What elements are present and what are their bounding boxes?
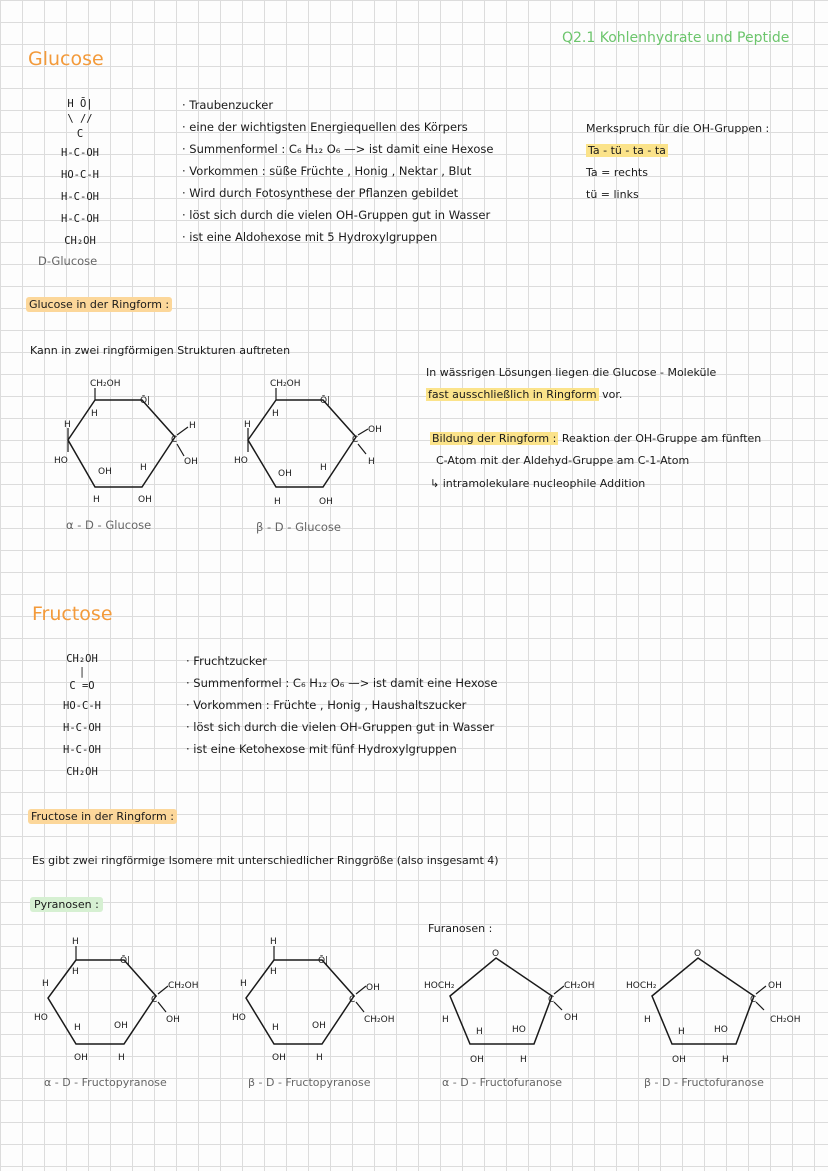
h-label: H [442,1015,449,1025]
h-label: H [270,967,277,977]
h-label: H [520,1055,527,1065]
oh-label: OH [312,1021,326,1031]
page-title: Q2.1 Kohlenhydrate und Peptide [562,30,790,46]
structure-line: H-C-OH [63,744,101,756]
c-label: C [548,995,555,1005]
h-label: H [476,1027,483,1037]
hoch2-label: HOCH₂ [626,981,657,991]
h-label: H [74,1023,81,1033]
c-label: C [349,995,356,1005]
glucose-ring-heading: Glucose in der Ringform : [26,298,172,311]
pyranose-heading: Pyranosen : [30,898,103,911]
ch2oh-label: CH₂OH [770,1015,801,1025]
structure-line: CH₂OH [64,235,96,247]
oh-label: OH [138,495,152,505]
c-label: C [171,435,178,445]
list-item: · ist eine Ketohexose mit fünf Hydroxylgruppen [186,742,457,756]
oh-label: OH [564,1013,578,1023]
ho-label: HO [512,1025,526,1035]
structure-line: CH₂OH [66,766,98,778]
h-label: H [678,1027,685,1037]
structure-line: HO-C-H [63,700,101,712]
hoch2-label: HOCH₂ [424,981,455,991]
ring-oxygen-label: Ō| [320,396,331,406]
oh-label: OH [278,469,292,479]
list-item: · Vorkommen : süße Früchte , Honig , Nektar , Blut [182,164,472,178]
ch2oh-label: CH₂OH [90,379,121,389]
ring-oxygen-label: O [694,949,702,959]
c-label: C [151,995,158,1005]
ho-label: HO [234,456,248,466]
ch2oh-label: CH₂OH [564,981,595,991]
oh-label: OH [272,1053,286,1063]
list-item: · Traubenzucker [182,98,274,112]
ringform-note-line2: fast ausschließlich in Ringform vor. [428,388,623,401]
glucose-facts-list [182,94,494,248]
h-label: H [118,1053,125,1063]
oh-label: OH [319,497,333,507]
glucose-structure-label: D-Glucose [38,254,98,268]
oh-label: OH [672,1055,686,1065]
list-item: · eine der wichtigsten Energiequellen des Körpers [182,120,468,134]
oh-label: OH [114,1021,128,1031]
ring-oxygen-label: Ō| [120,956,131,966]
list-item: · löst sich durch die vielen OH-Gruppen gut in Wasser [186,720,495,734]
ringform-note-line1: In wässrigen Lösungen liegen die Glucose - Moleküle [426,366,717,379]
beta-d-fructofuranose-ring [626,944,816,1074]
alpha-d-fructopyranose-label: α - D - Fructopyranose [44,1076,167,1089]
c-label: C [750,995,757,1005]
ho-label: HO [34,1013,48,1023]
list-item: · Summenformel : C₆ H₁₂ O₆ —> ist damit eine Hexose [182,142,494,156]
oh-label: OH [366,983,380,993]
oh-label: OH [74,1053,88,1063]
beta-d-glucose-label: β - D - Glucose [256,520,341,534]
ho-label: HO [54,456,68,466]
mnemonic-tu: tü = links [586,188,639,201]
mnemonic-ta: Ta = rechts [586,166,648,179]
list-item: · ist eine Aldohexose mit 5 Hydroxylgruppen [182,230,438,244]
ho-label: HO [714,1025,728,1035]
h-label: H [722,1055,729,1065]
ho-label: HO [232,1013,246,1023]
structure-line: C [76,128,84,140]
h-label: H [272,409,279,419]
h-label: H [244,420,251,430]
structure-line: H-C-OH [61,213,99,225]
fructose-ring-heading: Fructose in der Ringform : [28,810,177,823]
ring-oxygen-label: Ō| [140,396,151,406]
fructose-ring-intro: Es gibt zwei ringförmige Isomere mit unterschiedlicher Ringgröße (also insgesamt 4) [32,854,499,867]
ring-oxygen-label: O [492,949,500,959]
oh-label: OH [166,1015,180,1025]
h-label: H [91,409,98,419]
furanose-heading: Furanosen : [428,922,493,935]
list-item: · Fruchtzucker [186,654,267,668]
h-label: H [270,937,277,947]
alpha-d-fructofuranose-ring [424,944,614,1074]
list-item: · löst sich durch die vielen OH-Gruppen gut in Wasser [182,208,491,222]
h-label: H [140,463,147,473]
structure-line: HO-C-H [61,169,99,181]
mnemonic-title: Merkspruch für die OH-Gruppen : [586,122,770,135]
alpha-d-fructopyranose-ring [34,932,214,1072]
h-label: H [644,1015,651,1025]
structure-line: \ // [67,113,93,125]
oh-label: OH [470,1055,484,1065]
h-label: H [42,979,49,989]
ringform-formation-line1: Bildung der Ringform : Reaktion der OH-Gruppe am fünften [432,432,762,445]
h-label: H [64,420,71,430]
ch2oh-label: CH₂OH [364,1015,395,1025]
structure-line: H-C-OH [63,722,101,734]
h-label: H [274,497,281,507]
structure-line: H-C-OH [61,191,99,203]
h-label: H [72,937,79,947]
h-label: H [189,421,196,431]
ringform-formation-line3: ↳ intramolekulare nucleophile Addition [430,477,646,490]
glucose-chain-structure [44,96,116,252]
h-label: H [368,457,375,467]
fructose-facts-list [186,650,498,760]
structure-line: CH₂OH [66,653,98,665]
alpha-d-fructofuranose-label: α - D - Fructofuranose [442,1076,563,1089]
c-label: C [352,435,359,445]
ring-oxygen-label: Ō| [318,956,329,966]
h-label: H [93,495,100,505]
h-label: H [316,1053,323,1063]
glucose-title: Glucose [28,48,104,70]
glucose-ring-intro: Kann in zwei ringförmigen Strukturen auftreten [30,344,291,357]
oh-label: OH [98,467,112,477]
h-label: H [272,1023,279,1033]
structure-line: H Ō| [67,98,93,110]
beta-d-fructopyranose-ring [232,932,412,1072]
h-label: H [72,967,79,977]
ringform-formation-line2: C-Atom mit der Aldehyd-Gruppe am C-1-Atom [436,454,690,467]
fructose-title: Fructose [32,603,113,625]
beta-d-fructofuranose-label: β - D - Fructofuranose [644,1076,764,1089]
structure-line: H-C-OH [61,147,99,159]
list-item: · Vorkommen : Früchte , Honig , Haushaltszucker [186,698,467,712]
oh-label: OH [368,425,382,435]
ch2oh-label: CH₂OH [270,379,301,389]
structure-line: C =O [69,680,95,692]
structure-line: | [78,666,86,678]
oh-label: OH [184,457,198,467]
oh-label: OH [768,981,782,991]
alpha-d-glucose-ring [50,372,210,512]
h-label: H [320,463,327,473]
ch2oh-label: CH₂OH [168,981,199,991]
list-item: · Wird durch Fotosynthese der Pflanzen gebildet [182,186,459,200]
list-item: · Summenformel : C₆ H₁₂ O₆ —> ist damit eine Hexose [186,676,498,690]
beta-d-glucose-ring [228,372,388,512]
mnemonic-line: Ta - tü - ta - ta [588,144,666,157]
h-label: H [240,979,247,989]
fructose-chain-structure [42,651,122,783]
beta-d-fructopyranose-label: β - D - Fructopyranose [248,1076,371,1089]
alpha-d-glucose-label: α - D - Glucose [66,518,152,532]
